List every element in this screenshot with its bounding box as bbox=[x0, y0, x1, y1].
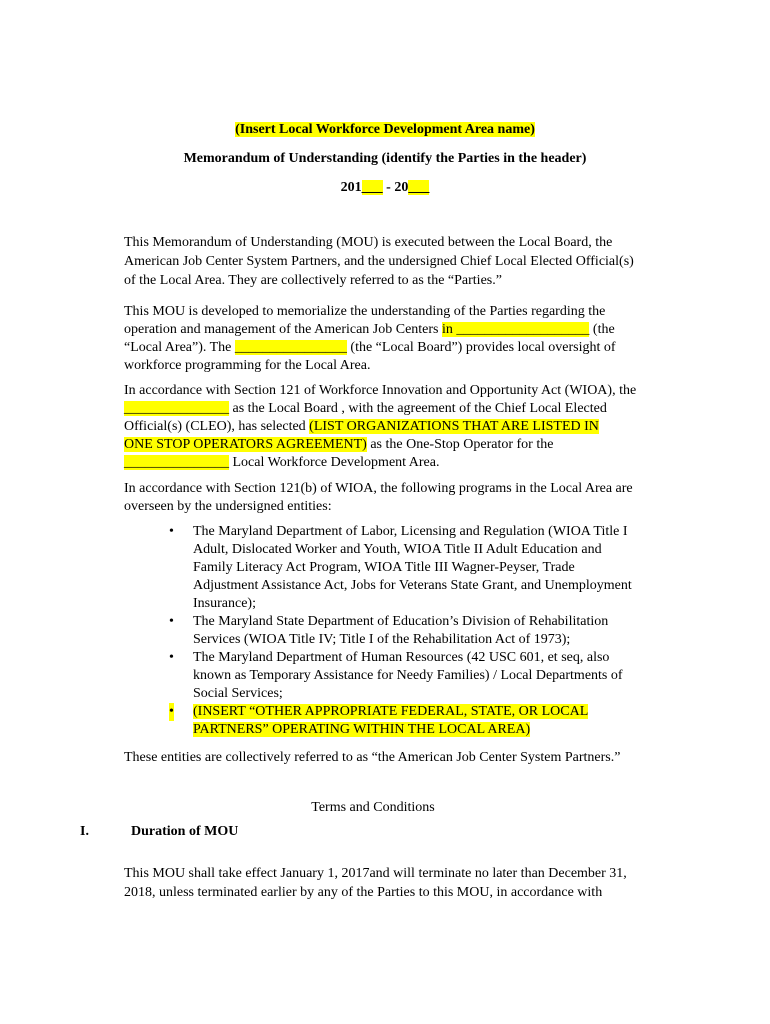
area-name-heading: (Insert Local Workforce Development Area name) bbox=[235, 122, 535, 137]
operator-paragraph: In accordance with Section 121 of Workforce Innovation and Opportunity Act (WIOA), the _______________ as the Local Board , with the agreement of the Chief Local Elected Official(s) (CLEO), has selected (LIST ORGANIZATIONS THAT ARE LISTED IN ONE STOP OPERATORS AGREEMENT) as the One-Stop Operator for the _______________ Local Workforce Development Area. bbox=[124, 383, 637, 470]
purpose-paragraph: This MOU is developed to memorialize the understanding of the Parties regarding the operation and management of the American Job Centers in ___________________ (the “Local Area”). The ________________ (the “Local Board”) provides local oversight of workforce programming for the Local Area. bbox=[124, 304, 616, 373]
bullet-icon: • bbox=[169, 650, 174, 665]
terms-heading: Terms and Conditions bbox=[311, 800, 435, 815]
local-area-blank: in ___________________ bbox=[442, 322, 590, 337]
bullet-icon: • bbox=[169, 704, 174, 719]
list-item: • The Maryland Department of Labor, Licensing and Regulation (WIOA Title I Adult, Dislocated Worker and Youth, WIOA Title II Adult Education and Family Literacy Act Program, WIOA Title III Wagner-Peyser, Trade Adjustment Assistance Act, Jobs for Veterans State Grant, and Unemployment Insurance); bbox=[169, 524, 632, 611]
local-board-blank: ________________ bbox=[234, 340, 347, 355]
mou-title: Memorandum of Understanding (identify the Parties in the header) bbox=[183, 151, 587, 166]
duration-paragraph: This MOU shall take effect January 1, 2017and will terminate no later than December 31, 2018, unless terminated earlier by any of the Parties to this MOU, in accordance with bbox=[124, 866, 627, 900]
partners-summary: These entities are collectively referred to as “the American Job Center System Partners.” bbox=[124, 750, 621, 765]
organizations-placeholder: (LIST ORGANIZATIONS THAT ARE LISTED IN bbox=[309, 419, 599, 434]
board-name-blank: _______________ bbox=[124, 401, 229, 416]
programs-paragraph: In accordance with Section 121(b) of WIOA, the following programs in the Local Area are overseen by the undersigned entities: bbox=[124, 481, 633, 514]
bullet-icon: • bbox=[169, 614, 174, 629]
list-item: • The Maryland State Department of Education’s Division of Rehabilitation Services (WIOA Title IV; Title I of the Rehabilitation Act of 1973); bbox=[169, 614, 609, 647]
partner-list bbox=[124, 523, 684, 739]
bullet-icon: • bbox=[169, 524, 174, 539]
section-number: I. bbox=[80, 824, 89, 839]
list-item: • (INSERT “OTHER APPROPRIATE FEDERAL, STATE, OR LOCAL PARTNERS” OPERATING WITHIN THE LOCAL AREA) bbox=[169, 704, 589, 737]
year-range: 201___ - 20___ bbox=[340, 180, 430, 195]
intro-paragraph: This Memorandum of Understanding (MOU) is executed between the Local Board, the American Job Center System Partners, and the undersigned Chief Local Elected Official(s) of the Local Area. They are collectively referred to as the “Parties.” bbox=[124, 235, 634, 288]
section-title: Duration of MOU bbox=[131, 824, 239, 839]
list-item: • The Maryland Department of Human Resources (42 USC 601, et seq, also known as Temporary Assistance for Needy Families) / Local Departments of Social Services; bbox=[169, 650, 623, 701]
area-name-blank: _______________ bbox=[124, 455, 229, 470]
